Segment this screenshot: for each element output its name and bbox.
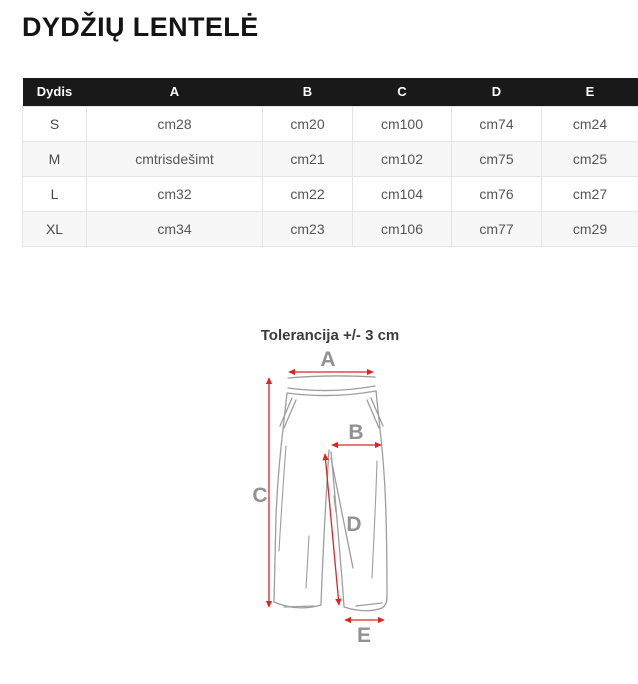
pants-outline <box>274 376 387 611</box>
value-cell: cm75 <box>452 141 542 176</box>
value-cell: cm74 <box>452 106 542 141</box>
value-cell: cmtrisdešimt <box>87 141 263 176</box>
dim-label-d: D <box>346 513 362 536</box>
header-cell-d: D <box>452 78 542 106</box>
size-table <box>22 78 638 247</box>
dim-label-a: A <box>320 348 336 371</box>
value-cell: cm76 <box>452 176 542 211</box>
dim-label-e: E <box>356 624 372 647</box>
table-row-xl <box>23 211 638 246</box>
header-cell-b: B <box>263 78 353 106</box>
value-cell: cm102 <box>353 141 452 176</box>
value-cell: cm77 <box>452 211 542 246</box>
value-cell: cm25 <box>542 141 638 176</box>
value-cell: cm21 <box>263 141 353 176</box>
pants-measurement-diagram <box>230 346 430 676</box>
value-cell: cm24 <box>542 106 638 141</box>
size-cell: XL <box>23 211 87 246</box>
value-cell: cm29 <box>542 211 638 246</box>
value-cell: cm104 <box>353 176 452 211</box>
value-cell: cm100 <box>353 106 452 141</box>
table-row-m <box>23 141 638 176</box>
value-cell: cm20 <box>263 106 353 141</box>
dim-label-b: B <box>348 421 364 444</box>
page-title: DYDŽIŲ LENTELĖ <box>22 12 259 42</box>
dim-label-c: C <box>252 484 268 507</box>
value-cell: cm34 <box>87 211 263 246</box>
header-cell-e: E <box>542 78 638 106</box>
value-cell: cm32 <box>87 176 263 211</box>
size-cell: S <box>23 106 87 141</box>
size-table-header <box>23 78 638 106</box>
header-cell-a: A <box>87 78 263 106</box>
value-cell: cm106 <box>353 211 452 246</box>
table-row-l <box>23 176 638 211</box>
value-cell: cm22 <box>263 176 353 211</box>
value-cell: cm27 <box>542 176 638 211</box>
header-cell-c: C <box>353 78 452 106</box>
pants-diagram-svg <box>230 346 430 676</box>
table-row-s <box>23 106 638 141</box>
tolerance-note: Tolerancija +/- 3 cm <box>260 327 400 344</box>
size-table-body <box>23 106 638 246</box>
header-cell-dydis: Dydis <box>23 78 87 106</box>
value-cell: cm23 <box>263 211 353 246</box>
size-cell: M <box>23 141 87 176</box>
size-cell: L <box>23 176 87 211</box>
header-row <box>23 78 638 106</box>
arrow-d-icon <box>325 454 339 605</box>
value-cell: cm28 <box>87 106 263 141</box>
